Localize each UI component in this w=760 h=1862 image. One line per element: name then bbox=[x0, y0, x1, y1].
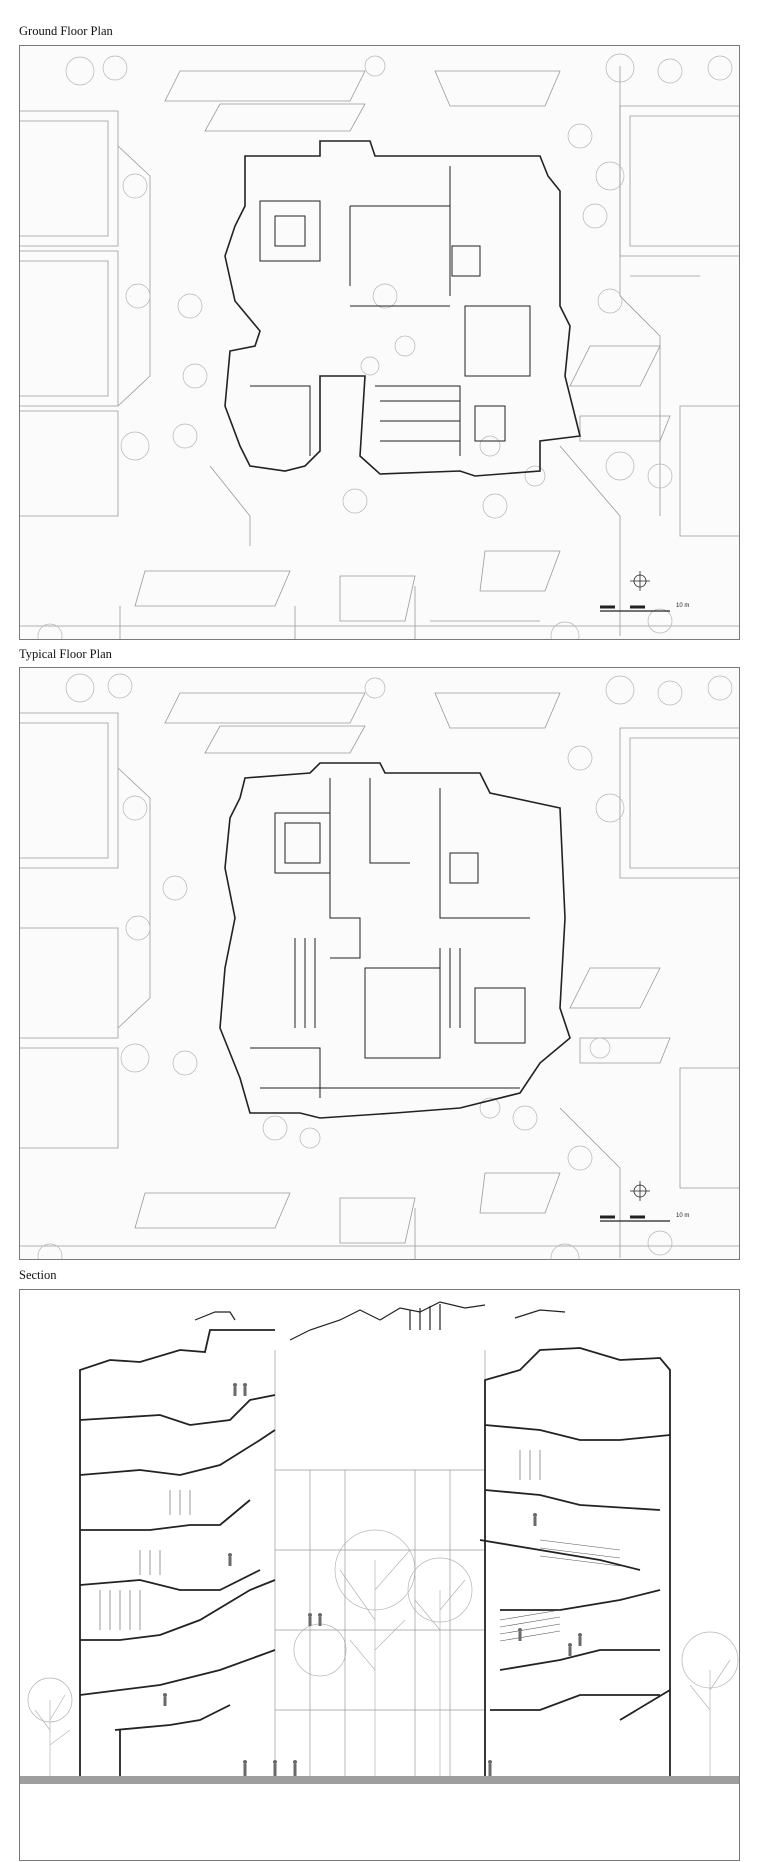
people bbox=[163, 1383, 582, 1776]
section bbox=[19, 1289, 740, 1861]
section-drawing bbox=[20, 1290, 740, 1861]
typical-floor-plan bbox=[19, 667, 740, 1260]
typical-floor-plan-drawing bbox=[20, 668, 740, 1260]
trees bbox=[28, 1530, 738, 1776]
ground-line bbox=[20, 1776, 740, 1784]
ground-floor-plan-title: Ground Floor Plan bbox=[19, 24, 113, 38]
ground-floor-plan-drawing bbox=[20, 46, 740, 640]
section-title: Section bbox=[19, 1268, 57, 1282]
ground-scale-label: 10 m bbox=[676, 603, 690, 609]
ground-floor-plan bbox=[19, 45, 740, 640]
scale-bar-icon bbox=[600, 571, 670, 611]
typical-scale-label: 10 m bbox=[676, 1213, 690, 1219]
scale-bar-icon-2 bbox=[600, 1181, 670, 1221]
typical-floor-plan-title: Typical Floor Plan bbox=[19, 647, 112, 661]
